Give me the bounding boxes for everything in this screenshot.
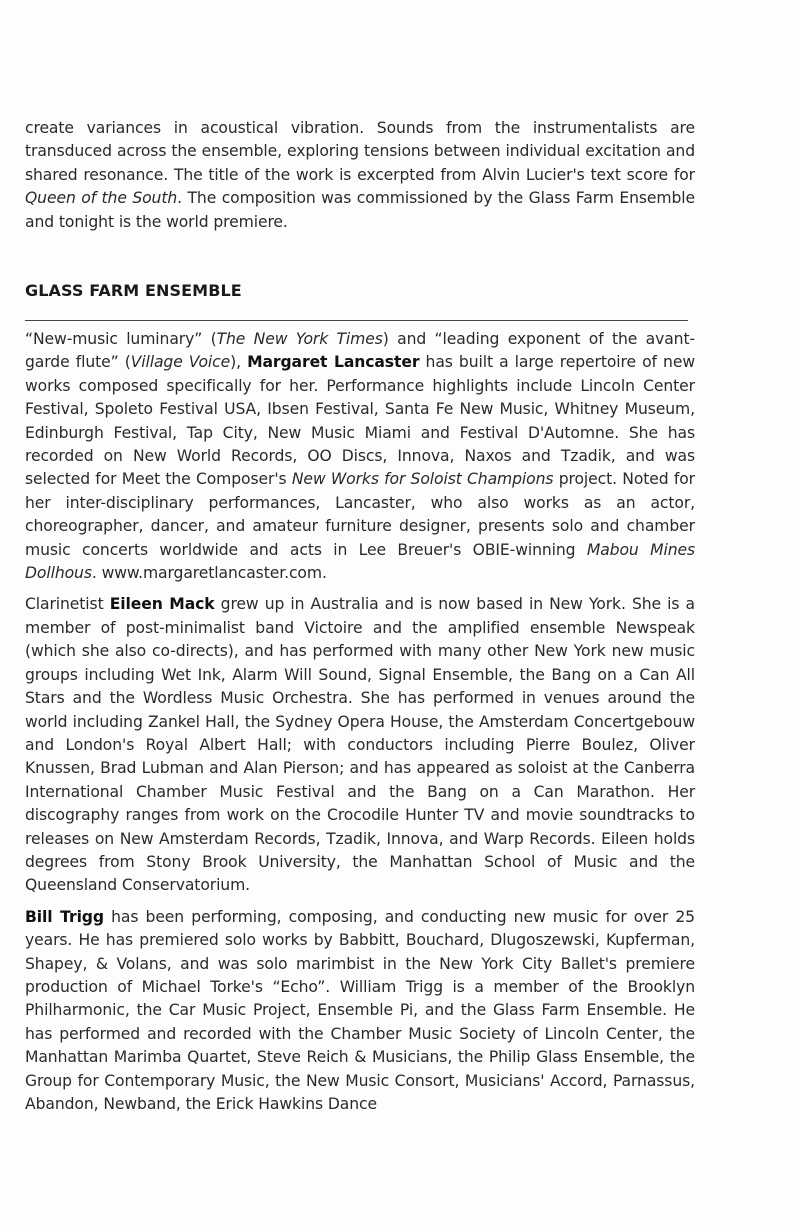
bio-lancaster (25, 328, 695, 585)
bio-text: has built a large repertoire of new works composed specifically for her. Performance highlights include Lincoln Center Festival, Spoleto Festival USA, Ibsen Festival, Santa Fe New Music, Whitney Museum, Edinburgh Festival, Tap City, New Music Miami and Festival D'Automne. She has recorded on New World Records, OO Discs, Innova, Naxos and Tzadik, and was selected for Meet the Composer's (25, 353, 695, 489)
production-title: Mabou Mines Dollhous (25, 540, 695, 583)
bio-trigg (25, 906, 695, 1117)
bio-text: project. Noted for her inter-disciplinary performances, Lancaster, who also works as an actor, choreographer, dancer, and amateur furniture designer, presents solo and chamber music concerts worldwide and acts in Lee Breuer's OBIE-winning (25, 470, 695, 559)
section-heading: GLASS FARM ENSEMBLE (25, 281, 242, 300)
project-title: New Works for Soloist Champions (291, 470, 554, 489)
performer-name: Margaret Lancaster (247, 353, 420, 372)
bio-text: “New-music luminary” ( (25, 330, 217, 348)
publication-title: The New York Times (216, 330, 383, 348)
bio-text: Clarinetist (25, 595, 110, 614)
bio-text: grew up in Australia and is now based in New York. She is a member of post-minimalist band Victoire and the amplified ensemble Newspeak (which she also co-directs), and has performed with many other New York new music groups including Wet Ink, Alarm Will Sound, Signal Ensemble, the Bang on a Can All Stars and the Wordless Music Orchestra. She has performed in venues around the world including Zankel Hall, the Sydney Opera House, the Amsterdam Concertgebouw and London's Royal Albert Hall; with conductors including Pierre Boulez, Oliver Knussen, Brad Lubman and Alan Pierson; and has appeared as soloist at the Canberra International Chamber Music Festival and the Bang on a Can Marathon. Her discography ranges from work on the Crocodile Hunter TV and movie soundtracks to releases on New Amsterdam Records, Tzadik, Innova, and Warp Records. Eileen holds degrees from Stony Brook University, the Manhattan School of Music and the Queensland Conservatorium. (25, 595, 695, 895)
intro-text-b: . The composition was commissioned by the Glass Farm Ensemble and tonight is the world premiere. (25, 189, 695, 231)
section-divider (25, 320, 688, 321)
publication-title: Village Voice (130, 353, 231, 372)
bios-block (25, 328, 695, 1124)
bio-text: has been performing, composing, and conducting new music for over 25 years. He has premiered solo works by Babbitt, Bouchard, Dlugoszewski, Kupferman, Shapey, & Volans, and was solo marimbist in the New York City Ballet's premiere production of Michael Torke's “Echo”. William Trigg is a member of the Brooklyn Philharmonic, the Car Music Project, Ensemble Pi, and the Glass Farm Ensemble. He has performed and recorded with the Chamber Music Society of Lincoln Center, the Manhattan Marimba Quartet, Steve Reich & Musicians, the Philip Glass Ensemble, the Group for Contemporary Music, the New Music Consort, Musicians' Accord, Parnassus, Abandon, Newband, the Erick Hawkins Dance (25, 907, 695, 1113)
bio-mack (25, 593, 695, 897)
intro-block (25, 117, 695, 234)
intro-paragraph (25, 117, 695, 234)
performer-name: Bill Trigg (25, 907, 104, 926)
bio-text: . www.margaretlancaster.com. (91, 564, 327, 583)
performer-name: Eileen Mack (109, 595, 215, 614)
intro-text-a: create variances in acoustical vibration. Sounds from the instrumentalists are transduced across the ensemble, exploring tensions between individual excitation and shared resonance. The title of the work is excerpted from Alvin Lucier's text score for (25, 119, 695, 184)
bio-text: ) and “leading exponent of the avant-garde flute” ( (25, 330, 695, 372)
bio-text: ), (230, 353, 248, 372)
work-title: Queen of the South (25, 189, 178, 208)
